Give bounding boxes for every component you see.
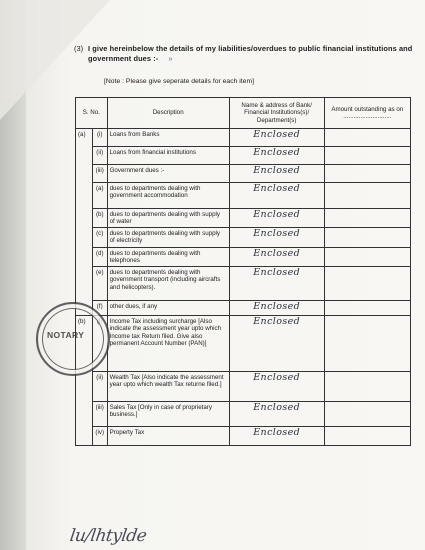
row-entry-handwritten: Enclosed (229, 129, 324, 147)
table-row (76, 248, 411, 267)
note-text: [Note : Please give seperate details for each item] (104, 78, 254, 85)
row-description: Loans from financial institutions (107, 147, 229, 165)
row-entry-handwritten: Enclosed (229, 427, 324, 446)
liabilities-table (75, 97, 411, 446)
header-name-address: Name & address of Bank/ Financial Institutions(s)/ Department(s) (229, 98, 324, 129)
row-sub-number: (e) (92, 267, 107, 301)
row-sub-number: (c) (92, 228, 107, 248)
row-description: Government dues :- (107, 165, 229, 183)
table-row (76, 427, 411, 446)
row-entry-handwritten: Enclosed (229, 165, 324, 183)
row-amount (324, 301, 410, 316)
row-entry-handwritten: Enclosed (229, 228, 324, 248)
row-entry-handwritten: Enclosed (229, 402, 324, 427)
row-amount (324, 372, 410, 402)
row-amount (324, 165, 410, 183)
row-amount (324, 129, 410, 147)
row-entry-handwritten: Enclosed (229, 209, 324, 228)
row-entry-handwritten: Enclosed (229, 316, 324, 372)
row-description: dues to departments dealing with government accommodation (107, 183, 229, 209)
section-intro-text: I give hereinbelow the details of my liabilities/overdues to public financial institutions and government dues :- (88, 44, 413, 63)
header-sno: S. No. (76, 98, 108, 129)
row-entry-handwritten: Enclosed (229, 372, 324, 402)
row-sub-number: (d) (92, 248, 107, 267)
row-description: dues to departments dealing with supply of water (107, 209, 229, 228)
row-entry-handwritten: Enclosed (229, 301, 324, 316)
row-amount (324, 228, 410, 248)
row-sub-number: (i) (92, 316, 107, 372)
row-sub-number: (i) (92, 129, 107, 147)
row-description: Income Tax including surcharge [Also indicate the assessment year upto which Income tax Return filed. Give also permanent Account Number (PAN)] (107, 316, 229, 372)
row-amount (324, 316, 410, 372)
table-row (76, 165, 411, 183)
row-description: dues to departments dealing with telephones (107, 248, 229, 267)
group-sno: (b) (76, 316, 93, 446)
table-row (76, 372, 411, 402)
table-row (76, 147, 411, 165)
table-row (76, 209, 411, 228)
table-row (76, 183, 411, 209)
row-sub-number: (iv) (92, 427, 107, 446)
row-amount (324, 402, 410, 427)
header-amount: Amount outstanding as on ............................ (324, 98, 410, 129)
row-amount (324, 248, 410, 267)
table-header-row (76, 98, 411, 129)
table-row (76, 402, 411, 427)
row-sub-number: (f) (92, 301, 107, 316)
table-row (76, 228, 411, 248)
row-sub-number: (ii) (92, 372, 107, 402)
handwritten-signature: lu/lhtylde (68, 526, 148, 546)
row-description: dues to departments dealing with government transport (including aircrafts and helicopters). (107, 267, 229, 301)
row-amount (324, 209, 410, 228)
row-sub-number: (iii) (92, 402, 107, 427)
row-description: dues to departments dealing with supply of electricity (107, 228, 229, 248)
row-amount (324, 427, 410, 446)
row-description: Property Tax (107, 427, 229, 446)
row-amount (324, 147, 410, 165)
row-sub-number: (ii) (92, 147, 107, 165)
notary-stamp-text: NOTARY (47, 330, 85, 340)
table-row (76, 129, 411, 147)
row-entry-handwritten: Enclosed (229, 248, 324, 267)
row-entry-handwritten: Enclosed (229, 267, 324, 301)
row-entry-handwritten: Enclosed (229, 147, 324, 165)
row-amount (324, 267, 410, 301)
row-amount (324, 183, 410, 209)
row-description: Wealth Tax [Also indicate the assessment year upto which wealth Tax returne filed.] (107, 372, 229, 402)
row-sub-number: (iii) (92, 165, 107, 183)
row-sub-number: (a) (92, 183, 107, 209)
section-intro (74, 44, 413, 64)
table-row (76, 267, 411, 301)
row-description: other dues, if any (107, 301, 229, 316)
row-sub-number: (b) (92, 209, 107, 228)
table-row (76, 316, 411, 372)
header-description: Description (107, 98, 229, 129)
table-row (76, 301, 411, 316)
row-entry-handwritten: Enclosed (229, 183, 324, 209)
pen-mark: » (168, 55, 173, 63)
section-number: (3) (74, 44, 84, 53)
row-description: Sales Tax [Only in case of proprietary business.] (107, 402, 229, 427)
row-description: Loans from Banks (107, 129, 229, 147)
group-sno: (a) (76, 129, 93, 316)
